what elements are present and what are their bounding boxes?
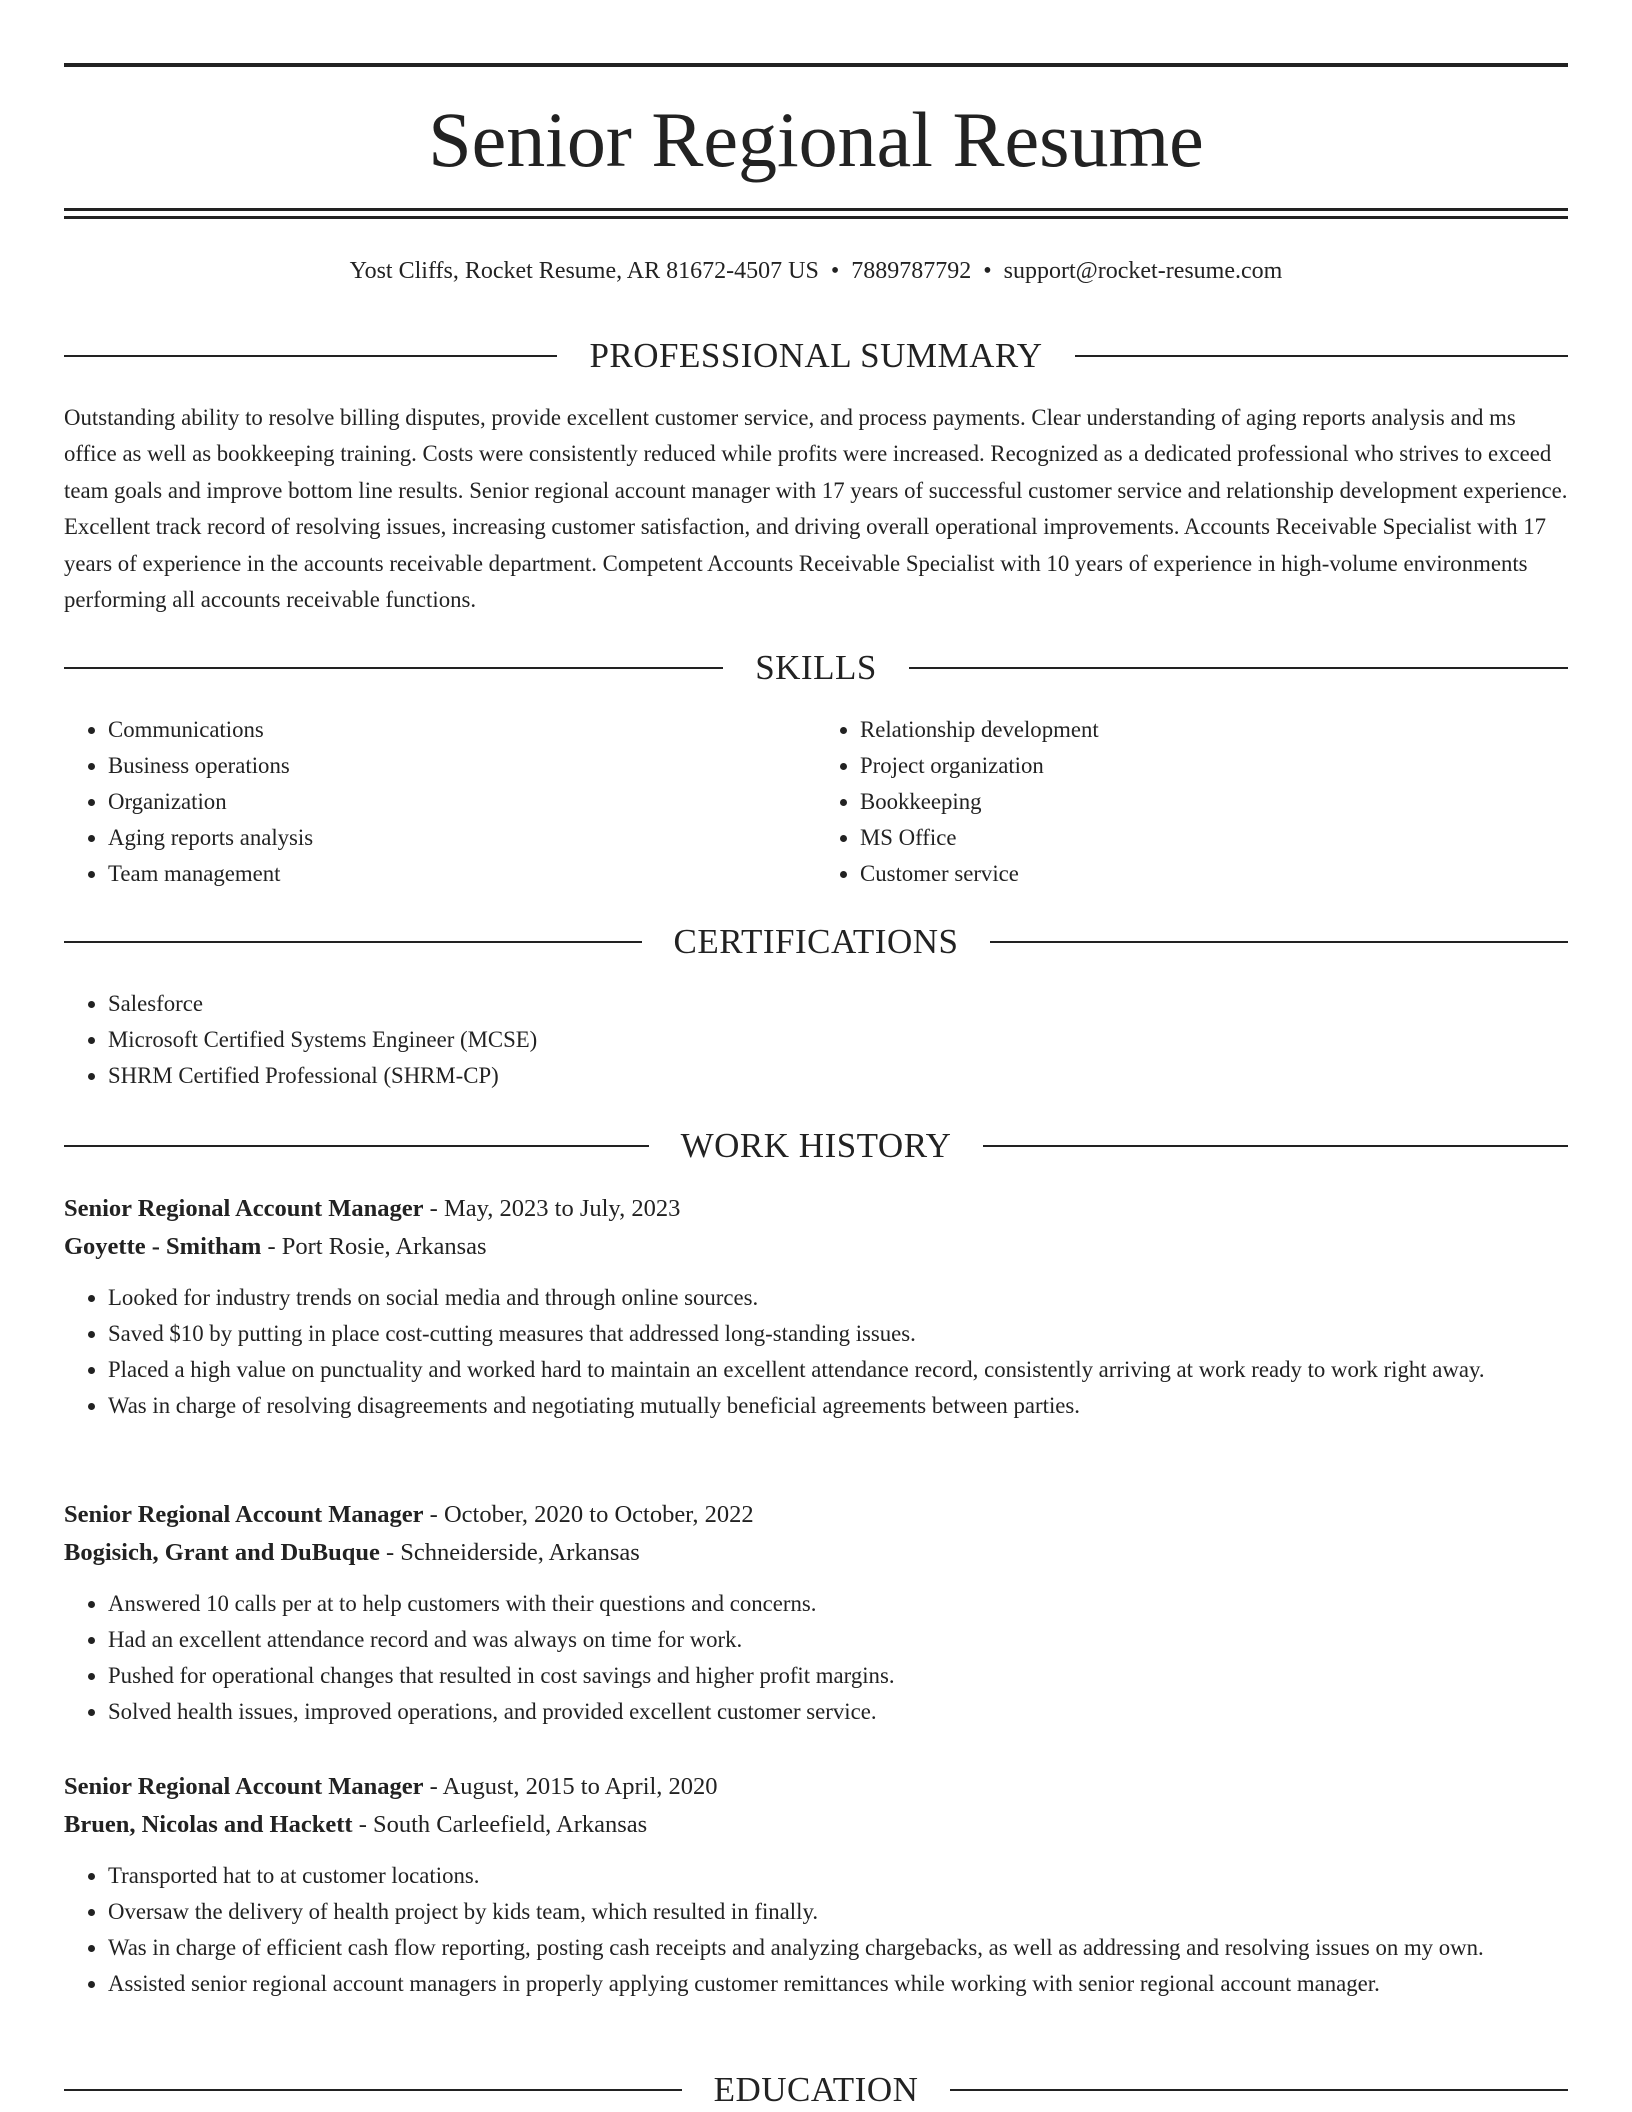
job-company-line <box>64 1806 1568 1844</box>
divider <box>64 1145 649 1147</box>
job-location: - South Carleefield, Arkansas <box>352 1811 648 1838</box>
job-title: Senior Regional Account Manager <box>64 1773 424 1800</box>
job-company: Goyette - Smitham <box>64 1233 262 1260</box>
job-bullet: • Transported hat to at customer locations. <box>108 1858 1568 1894</box>
section-heading-education <box>64 2068 1568 2112</box>
certification-item: • Microsoft Certified Systems Engineer (MCSE) <box>108 1022 1568 1058</box>
contact-email: support@rocket-resume.com <box>1003 258 1283 284</box>
certification-item: • Salesforce <box>108 986 1568 1022</box>
job-bullet: • Looked for industry trends on social media and through online sources. <box>108 1280 1568 1316</box>
section-heading-skills <box>64 646 1568 690</box>
certifications-list <box>64 986 1568 1094</box>
job-bullet: • Answered 10 calls per at to help customers with their questions and concerns. <box>108 1586 1568 1622</box>
job-title-line <box>64 1768 1568 1806</box>
summary-paragraph: Outstanding ability to resolve billing disputes, provide excellent customer service, and process payments. Clear understanding of aging reports analysis and ms office as well as bookkeeping training. Costs were consistently reduced while profits were increased. Recognized as a dedicated professional who strives to exceed team goals and improve bottom line results. Senior regional account manager with 17 years of successful customer service and relationship development experience. Excellent track record of resolving issues, increasing customer satisfaction, and driving overall operational improvements. Accounts Receivable Specialist with 17 years of experience in the accounts receivable department. Competent Accounts Receivable Specialist with 10 years of experience in high-volume environments performing all accounts receivable functions. <box>64 405 1568 613</box>
job-title: Senior Regional Account Manager <box>64 1501 424 1528</box>
skill-item: • MS Office <box>860 820 1568 856</box>
job-bullet: • Solved health issues, improved operations, and provided excellent customer service. <box>108 1694 1568 1730</box>
divider <box>950 2089 1568 2091</box>
job-company: Bruen, Nicolas and Hackett <box>64 1811 353 1838</box>
skill-item: • Team management <box>108 856 816 892</box>
skills-column-right <box>816 712 1568 892</box>
job-bullet: • Placed a high value on punctuality and worked hard to maintain an excellent attendance record, consistently arriving at work ready to work right away. <box>108 1352 1568 1388</box>
job-dates: - October, 2020 to October, 2022 <box>423 1501 754 1528</box>
section-title: SKILLS <box>755 648 877 687</box>
skills-column-left <box>64 712 816 892</box>
page-title: Senior Regional Resume <box>428 96 1204 183</box>
divider <box>64 355 557 357</box>
job-bullet: • Was in charge of resolving disagreements and negotiating mutually beneficial agreements between parties. <box>108 1388 1568 1424</box>
job-bullet: • Oversaw the delivery of health project by kids team, which resulted in finally. <box>108 1894 1568 1930</box>
divider <box>64 667 723 669</box>
job-location: - Port Rosie, Arkansas <box>261 1233 487 1260</box>
skill-item: • Customer service <box>860 856 1568 892</box>
top-rule <box>64 63 1568 67</box>
job-bullet: • Pushed for operational changes that resulted in cost savings and higher profit margins. <box>108 1658 1568 1694</box>
skill-item: • Bookkeeping <box>860 784 1568 820</box>
section-title: PROFESSIONAL SUMMARY <box>589 336 1043 375</box>
skill-item: • Aging reports analysis <box>108 820 816 856</box>
divider <box>983 1145 1568 1147</box>
divider <box>1075 355 1568 357</box>
skill-item: • Relationship development <box>860 712 1568 748</box>
contact-separator: • <box>983 258 992 284</box>
job-location: - Schneiderside, Arkansas <box>379 1539 640 1566</box>
skill-item: • Communications <box>108 712 816 748</box>
section-heading-work-history <box>64 1124 1568 1168</box>
job-title: Senior Regional Account Manager <box>64 1195 424 1222</box>
job-entry <box>64 1496 1568 1730</box>
section-title: EDUCATION <box>713 2070 919 2109</box>
job-bullet: • Saved $10 by putting in place cost-cutting measures that addressed long-standing issues. <box>108 1316 1568 1352</box>
job-dates: - May, 2023 to July, 2023 <box>423 1195 681 1222</box>
job-company-line <box>64 1534 1568 1572</box>
contact-separator: • <box>830 258 840 284</box>
divider <box>990 941 1568 943</box>
divider <box>64 941 642 943</box>
skill-item: • Organization <box>108 784 816 820</box>
job-bullet: • Had an excellent attendance record and was always on time for work. <box>108 1622 1568 1658</box>
job-entry <box>64 1190 1568 1424</box>
job-title-line <box>64 1190 1568 1228</box>
skill-item: • Business operations <box>108 748 816 784</box>
job-company: Bogisich, Grant and DuBuque <box>64 1539 380 1566</box>
skill-item: • Project organization <box>860 748 1568 784</box>
job-company-line <box>64 1228 1568 1266</box>
job-bullets <box>64 1858 1568 2002</box>
job-dates: - August, 2015 to April, 2020 <box>423 1773 718 1800</box>
job-title-line <box>64 1496 1568 1534</box>
title-double-rule <box>64 208 1568 219</box>
contact-line <box>64 254 1568 288</box>
job-bullet: • Assisted senior regional account managers in properly applying customer remittances while working with senior regional account manager. <box>108 1966 1568 2002</box>
section-heading-certifications <box>64 920 1568 964</box>
job-bullets <box>64 1586 1568 1730</box>
job-entry <box>64 1768 1568 2002</box>
section-title: WORK HISTORY <box>680 1126 952 1165</box>
section-heading-summary <box>64 334 1568 378</box>
contact-phone: 7889787792 <box>851 258 972 284</box>
divider <box>64 2089 682 2091</box>
job-bullet: • Was in charge of efficient cash flow reporting, posting cash receipts and analyzing chargebacks, as well as addressing and resolving issues on my own. <box>108 1930 1568 1966</box>
section-title: CERTIFICATIONS <box>673 922 959 961</box>
job-bullets <box>64 1280 1568 1424</box>
contact-address: Yost Cliffs, Rocket Resume, AR 81672-4507 US <box>349 258 819 284</box>
certification-item: • SHRM Certified Professional (SHRM-CP) <box>108 1058 1568 1094</box>
skills-list <box>64 712 1568 892</box>
divider <box>909 667 1568 669</box>
